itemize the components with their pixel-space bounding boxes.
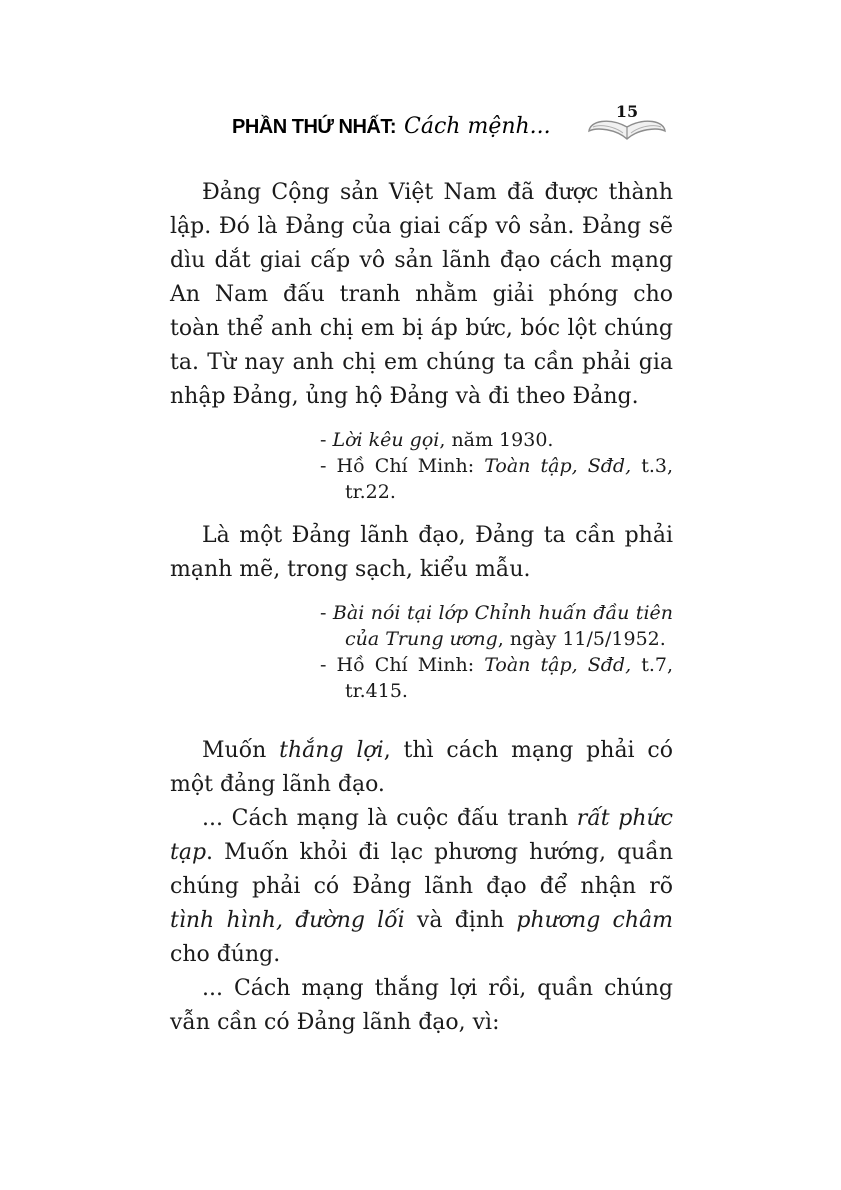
paragraph-quote-5: ... Cách mạng thắng lợi rồi, quần chúng vẫn cần có Đảng lãnh đạo, vì: — [170, 976, 673, 1035]
chapter-title — [232, 114, 551, 139]
text-segment: t.7, tr.415. — [345, 654, 674, 702]
citation-block-2 — [320, 600, 673, 704]
chapter-title-label: PHẦN THỨ NHẤT: — [232, 116, 397, 138]
text-segment-italic: Lời kêu gọi — [332, 429, 440, 451]
text-segment: . Muốn khỏi đi lạc phương hướng, quần chúng phải có Đảng lãnh đạo để nhận rõ — [170, 840, 673, 899]
text-segment-italic: Toàn tập, Sđd, — [484, 455, 632, 477]
page-number: 15 — [615, 102, 639, 121]
text-segment: , thì cách mạng phải có một đảng lãnh đạo. — [170, 738, 673, 797]
paragraph-quote-3 — [170, 734, 673, 802]
chapter-title-script: Cách mệnh... — [404, 114, 551, 139]
citation-source-line — [320, 600, 673, 652]
text-segment: cho đúng. — [170, 942, 281, 967]
text-segment: - — [320, 602, 333, 624]
citation-block-1 — [320, 427, 673, 505]
text-segment: - Hồ Chí Minh: — [320, 455, 485, 477]
text-segment-italic: Bài nói tại lớp Chỉnh huấn đầu tiên của Trung ương — [332, 602, 673, 650]
paragraph-quote-1: Đảng Cộng sản Việt Nam đã được thành lập. Đó là Đảng của giai cấp vô sản. Đảng sẽ dìu dắt giai cấp vô sản lãnh đạo cách mạng An Nam đấu tranh nhằm giải phóng cho toàn thể anh chị em bị áp bức, bóc lột chúng ta. Từ nay anh chị em chúng ta cần phải gia nhập Đảng, ủng hộ Đảng và đi theo Đảng. — [170, 180, 673, 409]
text-segment: ... Cách mạng là cuộc đấu tranh — [202, 806, 577, 831]
page-header — [170, 102, 673, 150]
citation-reference-line — [320, 453, 673, 505]
text-segment: - — [320, 429, 333, 451]
open-book-graphic — [587, 102, 667, 144]
text-segment-italic: rất phức tạp — [170, 806, 674, 865]
paragraph-quote-4 — [170, 802, 673, 972]
text-segment-italic: Toàn tập, Sđd, — [484, 654, 632, 676]
text-segment: t.3, tr.22. — [345, 455, 674, 503]
text-segment: Muốn — [202, 738, 280, 763]
citation-source-line — [320, 427, 673, 453]
citation-reference-line — [320, 652, 673, 704]
text-segment-italic: thắng lợi — [279, 738, 384, 763]
text-segment-italic: tình hình, đường lối — [170, 908, 405, 933]
paragraph-quote-2: Là một Đảng lãnh đạo, Đảng ta cần phải mạnh mẽ, trong sạch, kiểu mẫu. — [170, 523, 673, 582]
text-segment: , ngày 11/5/1952. — [497, 628, 666, 650]
text-segment: - Hồ Chí Minh: — [320, 654, 485, 676]
text-segment-italic: phương châm — [516, 908, 673, 933]
text-segment: và định — [404, 908, 517, 933]
open-book-icon — [587, 102, 667, 144]
text-segment: , năm 1930. — [439, 429, 554, 451]
